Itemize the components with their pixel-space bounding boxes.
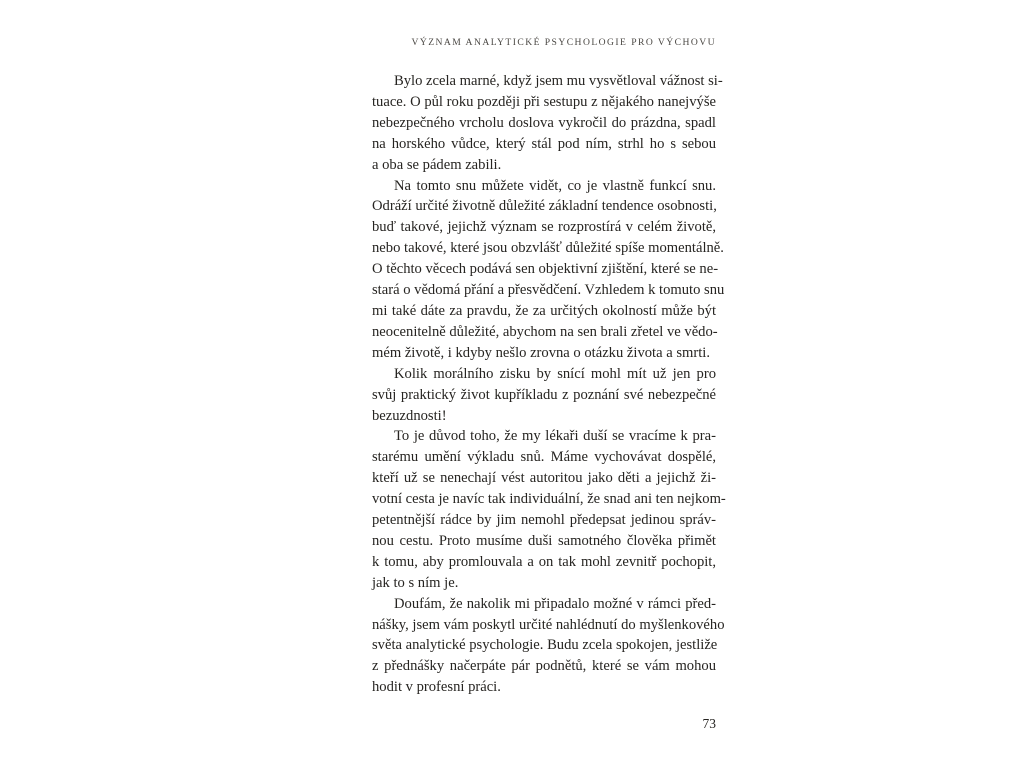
text-line: nebo takové, které jsou obzvlášť důležité spíše momentálně. <box>372 240 724 257</box>
text-line: nebezpečného vrcholu doslova vykročil do prázdna, spadl <box>372 114 716 131</box>
paragraph <box>372 364 716 427</box>
text-line: starému umění výkladu snů. Máme vychovávat dospělé, <box>372 449 716 466</box>
text-line: Na tomto snu můžete vidět, co je vlastně funkcí snu. <box>394 177 716 194</box>
text-line: mém životě, i kdyby nešlo zrovna o otázku života a smrti. <box>372 344 711 361</box>
text-line: na horského vůdce, který stál pod ním, strhl ho s sebou <box>372 135 716 152</box>
text-line: nášky, jsem vám poskytl určité nahlédnutí do myšlenkového <box>372 616 725 633</box>
text-line: nou cestu. Proto musíme duši samotného člověka přimět <box>372 532 716 549</box>
text-line: votní cesta je navíc tak individuální, že snad ani ten nejkom- <box>372 491 726 508</box>
text-line: Odráží určité životně důležité základní tendence osobnosti, <box>372 198 717 215</box>
text-line: petentnější rádce by jim nemohl předepsat jedinou správ- <box>372 512 716 529</box>
body-text <box>372 71 726 698</box>
text-line: jak to s ním je. <box>372 574 459 591</box>
paragraph <box>372 176 725 364</box>
text-line: svůj praktický život kupříkladu z poznání své nebezpečné <box>372 386 716 403</box>
running-head: VÝZNAM ANALYTICKÉ PSYCHOLOGIE PRO VÝCHOVU <box>411 37 716 48</box>
text-line: z přednášky načerpáte pár podnětů, které se vám mohou <box>372 658 716 675</box>
text-line: mi také dáte za pravdu, že za určitých okolností může být <box>372 302 716 319</box>
text-line: kteří už se nenechají vést autoritou jako děti a jejichž ži- <box>372 470 716 487</box>
text-line: světa analytické psychologie. Budu zcela spokojen, jestliže <box>372 637 718 654</box>
paragraph <box>372 71 723 176</box>
paragraph <box>372 594 725 699</box>
paragraph <box>372 426 726 593</box>
text-line: buď takové, jejichž význam se rozprostírá v celém životě, <box>372 219 716 236</box>
text-line: a oba se pádem zabili. <box>372 156 502 173</box>
text-line: k tomu, aby promlouvala a on tak mohl zevnitř pochopit, <box>372 553 716 570</box>
text-line: hodit v profesní práci. <box>372 679 501 696</box>
text-line: Bylo zcela marné, když jsem mu vysvětloval vážnost si- <box>394 73 723 89</box>
text-line: bezuzdnosti! <box>372 407 447 424</box>
page-number: 73 <box>702 716 716 731</box>
text-line: To je důvod toho, že my lékaři duší se vracíme k pra- <box>394 428 716 445</box>
text-line: O těchto věcech podává sen objektivní zjištění, které se ne- <box>372 261 719 278</box>
text-line: Kolik morálního zisku by snící mohl mít už jen pro <box>394 365 716 382</box>
text-line: stará o vědomá přání a přesvědčení. Vzhledem k tomuto snu <box>372 282 725 299</box>
text-line: Doufám, že nakolik mi připadalo možné v rámci před- <box>394 595 716 612</box>
text-line: neocenitelně důležité, abychom na sen brali zřetel ve vědo- <box>372 323 718 340</box>
text-line: tuace. O půl roku později při sestupu z nějakého nanejvýše <box>372 93 716 110</box>
